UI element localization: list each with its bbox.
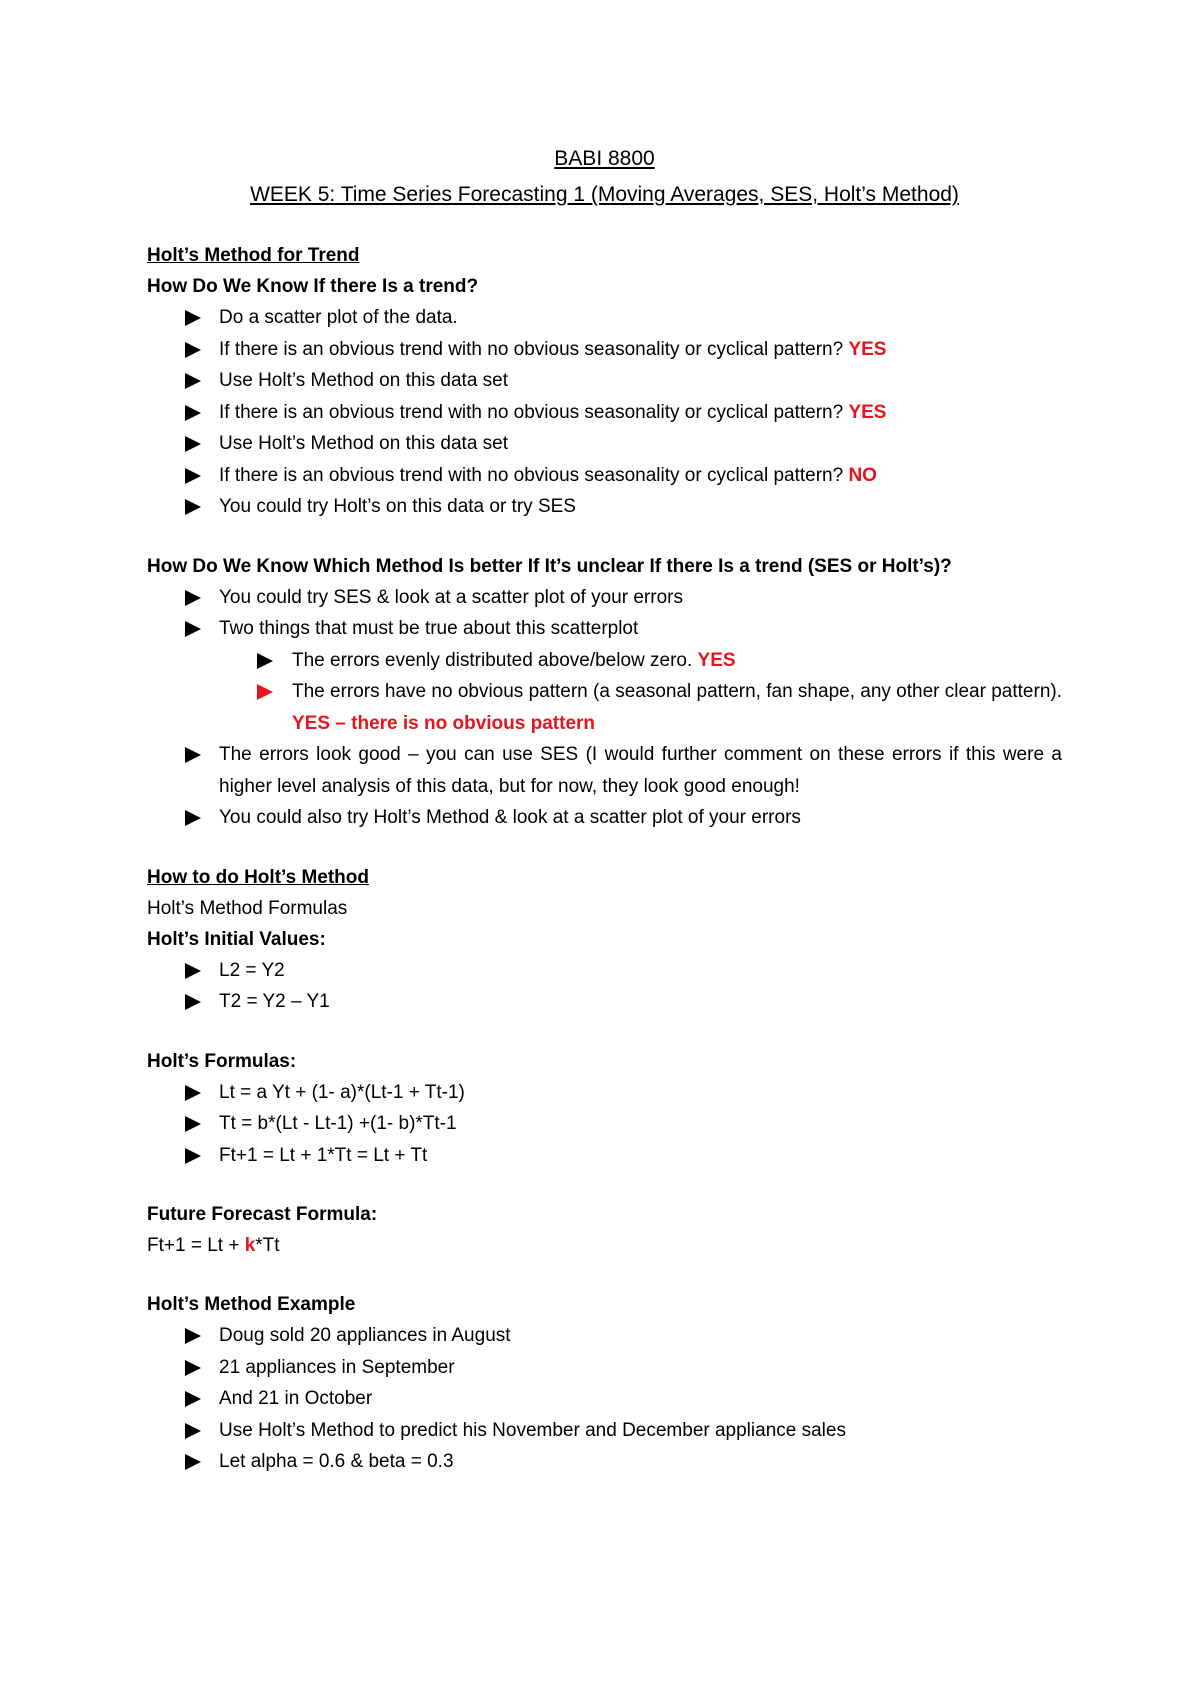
list-item: Use Holt’s Method on this data set <box>147 365 1062 397</box>
list-item: Two things that must be true about this scatterplot <box>147 613 1062 645</box>
which-method-list <box>147 582 1062 834</box>
list-item: The errors look good – you can use SES (I would further comment on these errors if this were a higher level analysis of this data, but for now, they look good enough! <box>147 739 1062 802</box>
answer-flag: YES <box>848 401 887 423</box>
list-item: 21 appliances in September <box>147 1352 1062 1384</box>
list-item: And 21 in October <box>147 1383 1062 1415</box>
triangle-bullet-icon <box>185 621 201 637</box>
list-item: If there is an obvious trend with no obvious seasonality or cyclical pattern? NO <box>147 460 1062 492</box>
answer-flag: NO <box>848 464 877 486</box>
list-item: You could also try Holt’s Method & look at a scatter plot of your errors <box>147 802 1062 834</box>
howto-heading: How to do Holt’s Method <box>147 866 369 888</box>
list-item: Tt = b*(Lt - Lt-1) +(1- b)*Tt-1 <box>147 1108 1062 1140</box>
answer-flag: YES – there is no obvious pattern <box>292 712 596 734</box>
triangle-bullet-icon <box>185 499 201 515</box>
list-item: The errors evenly distributed above/below zero. YES <box>147 645 1062 677</box>
course-title: BABI 8800 <box>554 147 655 170</box>
list-item: Ft+1 = Lt + 1*Tt = Lt + Tt <box>147 1140 1062 1172</box>
which-method-heading: How Do We Know Which Method Is better If It’s unclear If there Is a trend (SES or Holt’s)? <box>147 555 952 577</box>
triangle-bullet-icon <box>185 1454 201 1470</box>
initial-values-heading: Holt’s Initial Values: <box>147 928 326 950</box>
triangle-bullet-icon <box>185 810 201 826</box>
formulas-heading: Holt’s Formulas: <box>147 1050 297 1072</box>
initial-values-list <box>147 955 1062 1018</box>
trend-list <box>147 302 1062 523</box>
answer-flag: YES <box>697 649 736 671</box>
list-item: Let alpha = 0.6 & beta = 0.3 <box>147 1446 1062 1478</box>
list-item: Lt = a Yt + (1- a)*(Lt-1 + Tt-1) <box>147 1077 1062 1109</box>
list-item: Use Holt’s Method to predict his November and December appliance sales <box>147 1415 1062 1447</box>
triangle-bullet-icon <box>185 468 201 484</box>
formulas-list <box>147 1077 1062 1172</box>
example-heading: Holt’s Method Example <box>147 1294 356 1315</box>
triangle-bullet-icon <box>185 1391 201 1407</box>
trend-heading: Holt’s Method for Trend <box>147 245 360 266</box>
triangle-bullet-icon <box>185 747 201 763</box>
week-title: WEEK 5: Time Series Forecasting 1 (Moving Averages, SES, Holt’s Method) <box>250 183 959 206</box>
list-item: If there is an obvious trend with no obvious seasonality or cyclical pattern? YES <box>147 334 1062 366</box>
triangle-bullet-icon <box>185 310 201 326</box>
list-item: L2 = Y2 <box>147 955 1062 987</box>
triangle-bullet-icon <box>185 342 201 358</box>
future-forecast-heading: Future Forecast Formula: <box>147 1204 378 1225</box>
document-page <box>147 142 1062 1478</box>
list-item: You could try SES & look at a scatter plot of your errors <box>147 582 1062 614</box>
example-list <box>147 1320 1062 1478</box>
future-forecast-formula: Ft+1 = Lt + k*Tt <box>147 1235 280 1256</box>
triangle-bullet-icon <box>185 1148 201 1164</box>
triangle-bullet-icon <box>185 1085 201 1101</box>
trend-subheading: How Do We Know If there Is a trend? <box>147 276 479 297</box>
triangle-bullet-icon <box>185 1116 201 1132</box>
triangle-bullet-icon <box>185 436 201 452</box>
list-item: Use Holt’s Method on this data set <box>147 428 1062 460</box>
triangle-bullet-icon <box>185 1328 201 1344</box>
answer-flag: YES <box>848 338 887 360</box>
triangle-bullet-icon <box>185 373 201 389</box>
list-item: Doug sold 20 appliances in August <box>147 1320 1062 1352</box>
triangle-bullet-icon <box>185 590 201 606</box>
list-item: You could try Holt’s on this data or try SES <box>147 491 1062 523</box>
list-item: Do a scatter plot of the data. <box>147 302 1062 334</box>
triangle-bullet-icon <box>257 684 273 700</box>
triangle-bullet-icon <box>257 653 273 669</box>
list-item: The errors have no obvious pattern (a seasonal pattern, fan shape, any other clear pattern). YES – there is no obvious pattern <box>147 676 1062 739</box>
triangle-bullet-icon <box>185 1360 201 1376</box>
triangle-bullet-icon <box>185 963 201 979</box>
triangle-bullet-icon <box>185 1423 201 1439</box>
triangle-bullet-icon <box>185 405 201 421</box>
list-item: If there is an obvious trend with no obvious seasonality or cyclical pattern? YES <box>147 397 1062 429</box>
triangle-bullet-icon <box>185 994 201 1010</box>
formulas-label: Holt’s Method Formulas <box>147 897 348 919</box>
list-item: T2 = Y2 – Y1 <box>147 986 1062 1018</box>
